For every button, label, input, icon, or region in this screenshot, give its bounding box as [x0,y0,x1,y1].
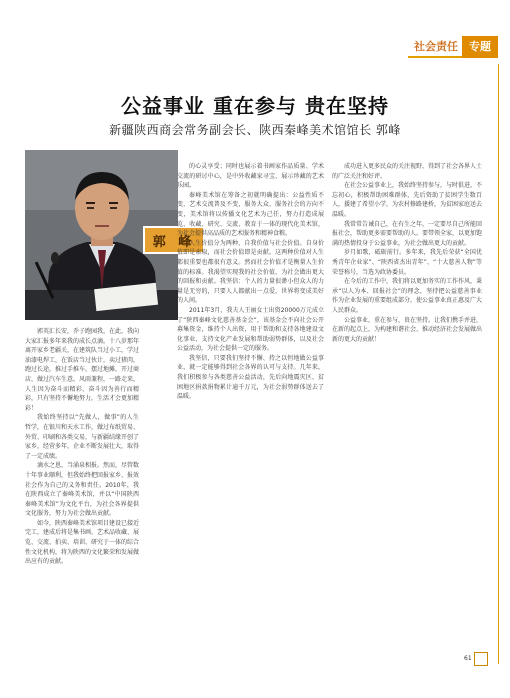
paragraph: 公益事业，重在参与，贵在坚持。让我们携手并进，在新的起点上，为构建和谐社会、推动经济社会发展做出新的更大的贡献！ [332,316,482,343]
page-number-box [474,652,488,666]
body-column-1 [25,327,139,673]
paragraph: 2011年3月，我夫人王丽女士出资20000万元成立了“陕西秦峰文化慈善基金会”，该基金会不向社会公开募集资金，维持个人出资，用于帮助和支持各地建设文化事业、支持文化产业发展和帮助弱势群体，以及社会公益活动，为社会提供一定的服务。 [177,306,324,353]
paragraph: 在社会公益事业上，我始终坚持参与，与时俱进，不忘初心，积极帮助困难群体，先后资助了贫困学生数百人，援建了希望小学，为农村修路建桥，为贫困家庭送去温暖。 [332,182,482,218]
article-title: 公益事业 重在参与 贵在坚持 [121,94,389,118]
section-title: 社会责任 [408,36,462,58]
paragraph: 秦峰美术馆在筹备之初就明确提出：公益性质不变，艺术交流普及不变，服务大众、服务社会的方向不变，美术馆将以传播文化艺术为己任，努力打造成展览、收藏、研究、交流、教育于一体的现代化美术馆，为社会提供高品质的艺术服务和精神食粮。 [177,191,324,238]
paragraph: 成功进入更多民众的关注视野，得到了社会各界人士的广泛关注和好评。 [332,163,482,180]
paragraph: 我始终坚持以“先做人，做事”的人生哲学，在银川和天水工作，做过布纸贸易、外贸、印刷和各类交易，与新疆结缘开创了家乡，经营多年，企业不断发展壮大，取得了一定成绩。 [25,414,139,460]
paragraph: 我坚信，只要我们坚持不懈、持之以恒地做公益事业，就一定能够得到社会各界的认可与支持。几年来，我们积极参与各类慈善公益活动，先后向地震灾区、贫困地区捐款捐物累计逾千万元，为社会弱势群体送去了温暖。 [177,354,324,401]
paragraph: 的心灵享受；同时也展示着书画家作品质量、学术交流的研讨中心，是中外收藏家寻宝、展示珍藏的艺术乐园。 [177,163,324,190]
paragraph: 如今，陕西秦峰美术馆项目建设已接近完工，建成后将是集书画、艺术品收藏、展览、交流、拍卖、培训、研究于一体的综合性文化机构，将为陕西的文化繁荣和发展做出应有的贡献。 [25,519,139,566]
paragraph: 郭英汇长安，乔子跑园我。在此，我向大家汇报多年来我的成长点滴。十八岁那年离开家乡老疆关，在建筑队当过小工，学过油漆电焊工，在饭店当过伙计，卖过猪肉，跑过长途，推过手推车，摆过地摊，开过商店，做过汽车生意。风雨兼程，一路走来，人生因为奋斗而精彩，奋斗因为善行而精彩，只有坚持不懈地努力，生活才会更加精彩！ [25,328,139,412]
page-number: 61 [464,655,472,662]
article-subtitle: 新疆陕西商会常务副会长、陕西秦峰美术馆馆长 郭峰 [109,123,401,137]
name-caption: 郭 峰 [143,226,205,254]
section-header [408,36,498,58]
paragraph: 岁月如歌，砥砺前行。多年来，我先后荣获“全国优秀青年企业家”、“陕西省杰出青年”、“十大慈善人物”等荣誉称号，当选为政协委员。 [332,249,482,276]
body-column-2 [177,162,324,672]
body-column-3 [332,162,482,672]
section-tag: 专题 [462,36,498,58]
paragraph: 人生价值分为两种，自我价值与社会价值。自身价值即是索取，而社会价值即是贡献。这两种价值对人生都很重要也都很有意义。然而社会价值才是衡量人生价值的标准。我渴望实现我的社会价值，为社会做出更大的回报和贡献。我坚信：个人的力量很渺小但众人的力量是无穷的，只要人人都献出一点爱，世界将变成美好的人间。 [177,239,324,305]
paragraph: 我常常告诫自己，在有生之年，一定要尽自己所能回报社会，帮助更多需要帮助的人。要带领全家，以更加饱满的热情投身于公益事业，为社会做出更大的贡献。 [332,220,482,247]
paragraph: 在今后的工作中，我们将以更加务实的工作作风，秉承“以人为本、回报社会”的理念，坚持把公益慈善事业作为企业发展的重要组成部分，使公益事业真正惠及广大人民群众。 [332,278,482,314]
right-rule [498,64,499,664]
paragraph: 滴水之恩，当涌泉相报。然而，尽管数十年事业顺利，但我始终把回报家乡、报效社会作为自己的义务和责任。2010年，我在陕西成立了秦峰美术馆，并以“中国陕西秦峰美术馆”为文化平台，为社会各界提供文化服务，努力为社会做出贡献。 [25,462,139,518]
